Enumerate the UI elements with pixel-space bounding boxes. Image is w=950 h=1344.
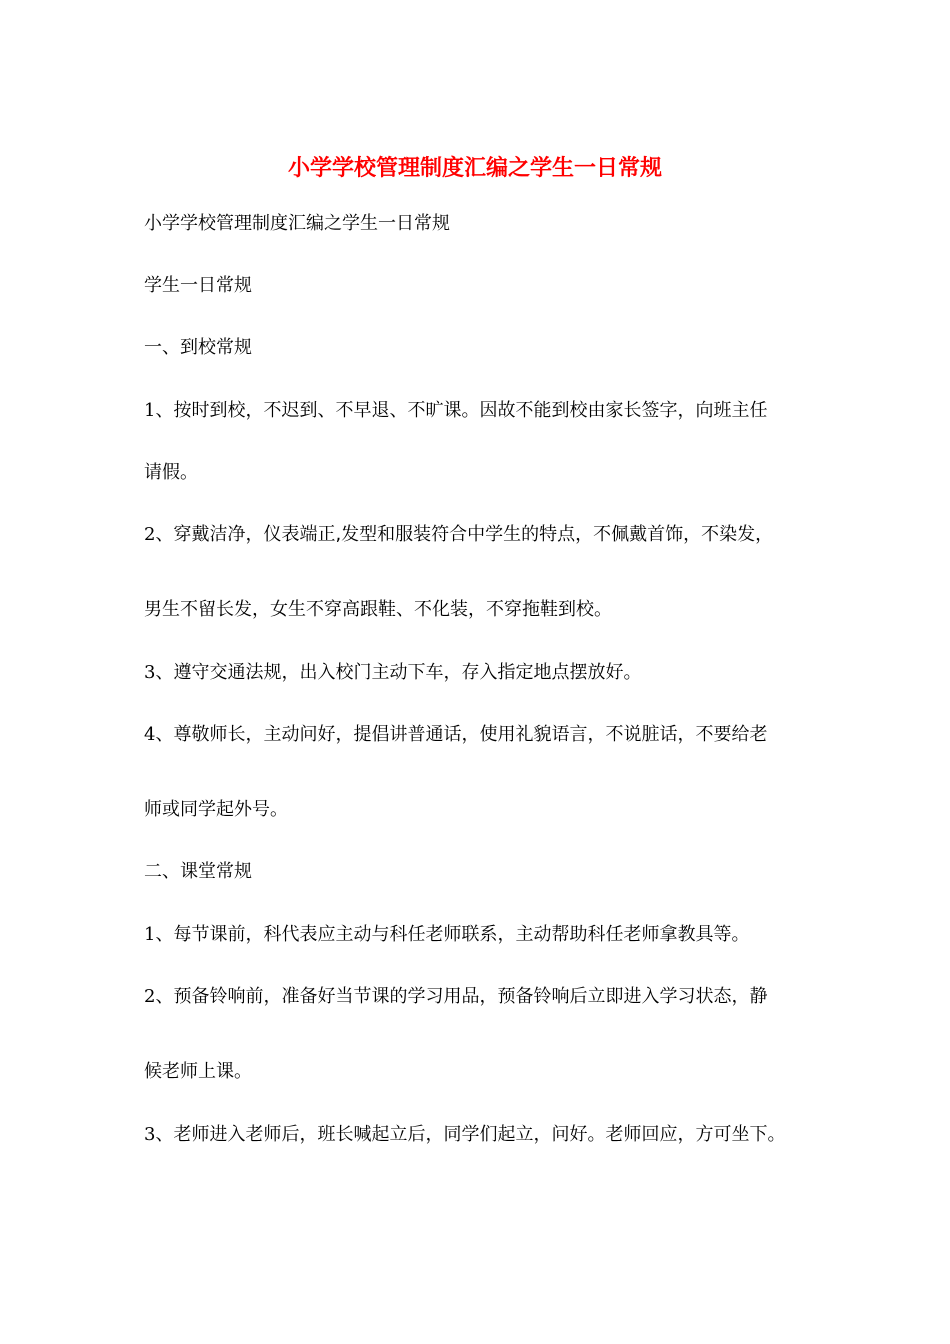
line-text: 请假。	[144, 462, 198, 483]
section-heading	[144, 271, 824, 301]
line-text: 、尊敬师长，主动问好，提倡讲普通话，使用礼貌语言，不说脏话，不要给老	[155, 724, 768, 745]
item-number: 4	[144, 724, 156, 745]
document-subtitle	[144, 209, 824, 239]
item-number: 1	[144, 924, 156, 945]
paragraph-line	[144, 982, 824, 1012]
line-text: 师或同学起外号。	[144, 799, 288, 820]
item-number: 3	[144, 662, 156, 683]
section-heading	[144, 333, 824, 363]
paragraph-line	[144, 595, 824, 625]
section-heading	[144, 857, 824, 887]
paragraph-line	[144, 658, 824, 688]
paragraph-line	[144, 1057, 824, 1087]
line-text: 、老师进入老师后，班长喊起立后，同学们起立，问好。老师回应，方可坐下。	[155, 1124, 786, 1145]
line-text: 二、课堂常规	[144, 861, 252, 882]
line-text: 、遵守交通法规，出入校门主动下车，存入指定地点摆放好。	[155, 662, 642, 683]
item-number: 1	[144, 400, 156, 421]
item-number: 2	[144, 524, 156, 545]
line-text: 候老师上课。	[144, 1061, 252, 1082]
item-number: 3	[144, 1124, 156, 1145]
document-title: 小学学校管理制度汇编之学生一日常规	[287, 155, 662, 181]
line-text: 、预备铃响前，准备好当节课的学习用品，预备铃响后立即进入学习状态，静	[155, 986, 768, 1007]
paragraph-line	[144, 920, 824, 950]
item-number: 2	[144, 986, 156, 1007]
paragraph-line	[144, 458, 824, 488]
paragraph-line	[144, 520, 824, 550]
paragraph-line	[144, 720, 824, 750]
paragraph-line	[144, 1120, 824, 1150]
line-text: 学生一日常规	[144, 275, 252, 296]
line-text: 、按时到校，不迟到、不早退、不旷课。因故不能到校由家长签字，向班主任	[155, 400, 768, 421]
line-text: 小学学校管理制度汇编之学生一日常规	[144, 213, 450, 234]
line-text: 、每节课前，科代表应主动与科任老师联系，主动帮助科任老师拿教具等。	[155, 924, 750, 945]
line-text: 、穿戴洁净，仪表端正,发型和服装符合中学生的特点，不佩戴首饰，不染发，	[155, 524, 774, 545]
line-text: 男生不留长发，女生不穿高跟鞋、不化装，不穿拖鞋到校。	[144, 599, 612, 620]
paragraph-line	[144, 795, 824, 825]
paragraph-line	[144, 396, 824, 426]
line-text: 一、到校常规	[144, 337, 252, 358]
